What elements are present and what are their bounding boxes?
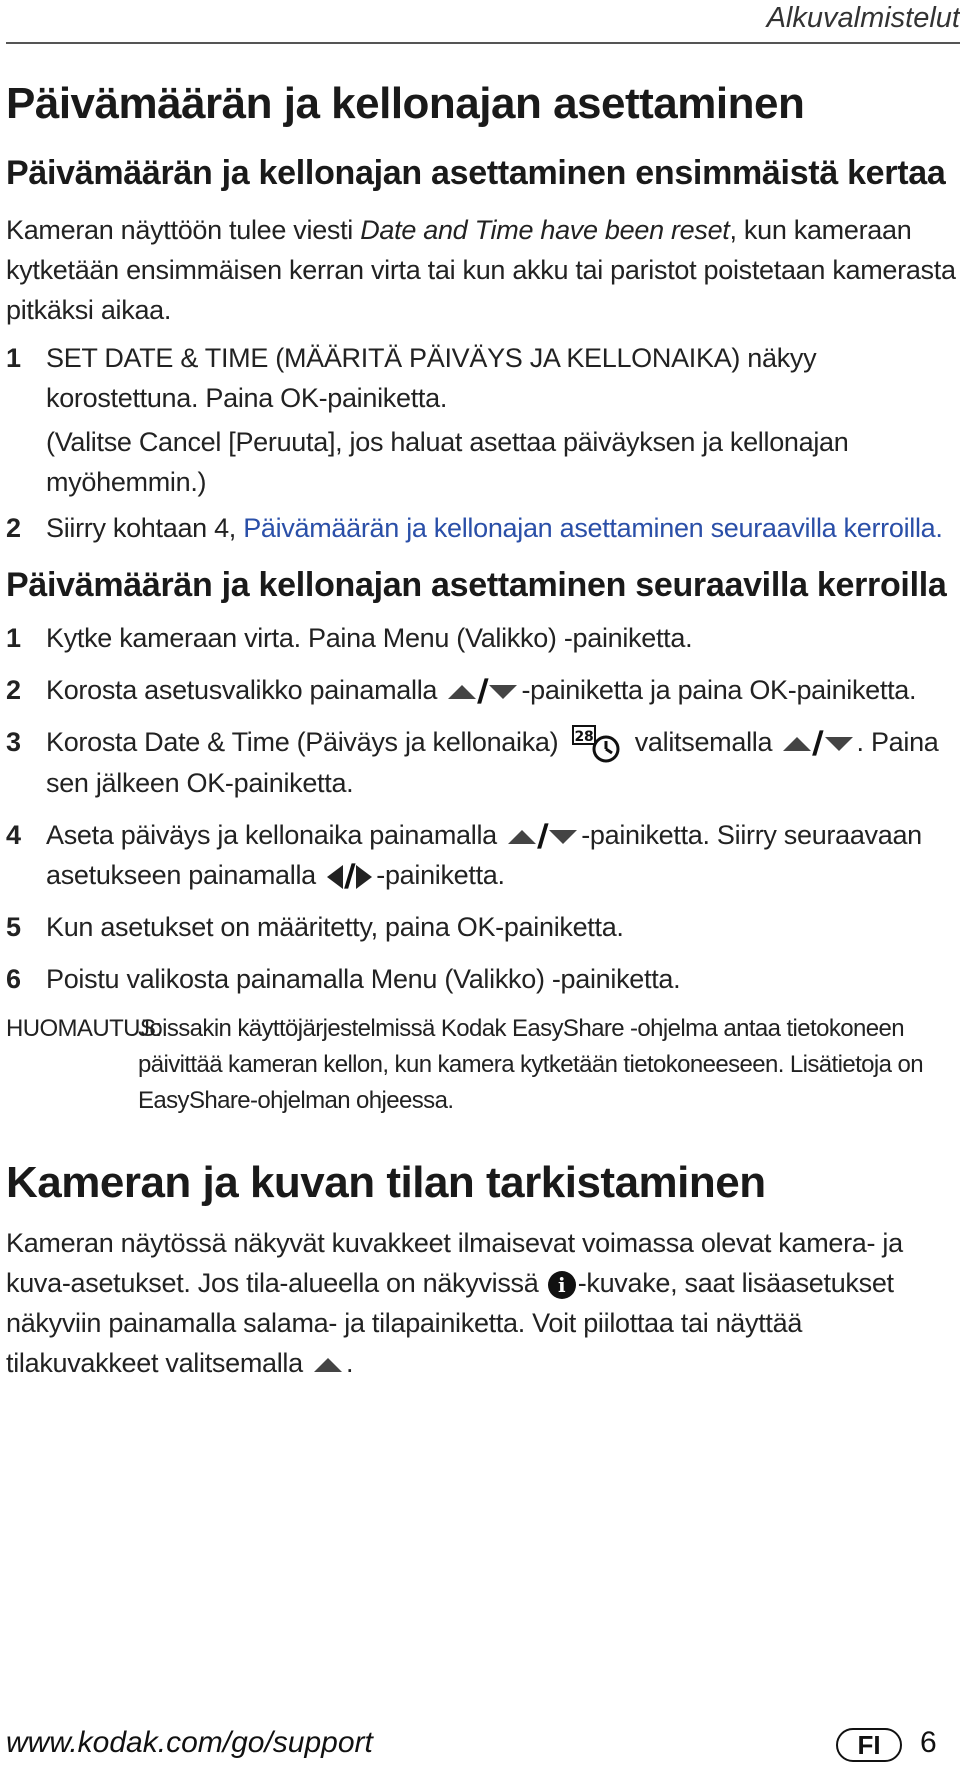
step-number: 2 (6, 675, 21, 705)
up-arrow-icon (314, 1358, 342, 1372)
first-time-step-1 (6, 338, 956, 502)
step-note: (Valitse Cancel [Peruuta], jos haluat asettaa päiväyksen ja kellonajan myöhemmin.) (46, 427, 849, 497)
step-text-middle: valitsemalla (634, 727, 773, 757)
page-content (6, 76, 956, 1383)
note-line-3: EasyShare-ohjelman ohjeessa. (138, 1086, 454, 1114)
page-number: 6 (920, 1726, 937, 1759)
step-number: 2 (6, 513, 21, 543)
section-title-status: Kameran ja kuvan tilan tarkistaminen (6, 1157, 766, 1207)
first-time-steps (6, 338, 956, 548)
status-text-end: . (346, 1347, 354, 1378)
step-text: Kytke kameraan virta. Paina Menu (Valikko) -painiketta. (46, 623, 693, 653)
info-icon: i (548, 1271, 576, 1299)
step-text: Poistu valikosta painamalla Menu (Valikko) -painiketta. (46, 963, 681, 994)
header-rule (6, 42, 960, 44)
subsequent-steps (6, 618, 956, 999)
subsequent-step-6 (6, 959, 956, 999)
date-time-icon (572, 725, 622, 763)
left-right-arrow-icon: / (327, 860, 372, 894)
intro-paragraph (6, 210, 956, 330)
status-text-start: Kameran näytössä näkyvät kuvakkeet ilmaisevat voimassa olevat kamera- ja kuva-asetukset. Jos tila-alueella on näkyvissä (6, 1227, 903, 1298)
step-text-end: -painiketta ja paina OK-painiketta. (521, 675, 917, 705)
step-text-end: . Paina sen jälkeen OK-painiketta. (46, 727, 939, 798)
step-text: Siirry kohtaan 4, (46, 513, 244, 543)
subsequent-step-4 (6, 815, 956, 895)
subsequent-step-3 (6, 722, 956, 803)
cross-reference-link[interactable]: Päivämäärän ja kellonajan asettaminen seuraavilla kerroilla. (243, 513, 943, 543)
note-label: HUOMAUTUS: (6, 1014, 162, 1042)
language-badge: FI (836, 1728, 902, 1762)
section-title-date-time: Päivämäärän ja kellonajan asettaminen (6, 79, 805, 128)
note-text-1: Joissakin käyttöjärjestelmissä Kodak EasyShare -ohjelma antaa tietokoneen (138, 1014, 904, 1042)
step-number: 3 (6, 727, 21, 757)
status-paragraph (6, 1223, 956, 1383)
note-line-1 (6, 1011, 956, 1047)
step-text-middle: -painiketta. Siirry seuraavaan asetukseen painamalla (46, 819, 922, 890)
up-down-arrow-icon: / (783, 727, 852, 761)
step-number: 5 (6, 911, 21, 942)
note-block (6, 1011, 956, 1119)
step-number: 4 (6, 819, 21, 850)
step-text: SET DATE & TIME (MÄÄRITÄ PÄIVÄYS JA KELLONAIKA) näkyy korostettuna. Paina OK-painiketta. (46, 343, 817, 413)
status-text-middle: -kuvake, saat lisäasetukset näkyviin painamalla salama- ja tilapainiketta. Voit piilottaa tai näyttää tilakuvakkeet valitsemalla (6, 1267, 894, 1378)
step-number: 1 (6, 343, 21, 373)
step-text-start: Korosta asetusvalikko painamalla (46, 675, 438, 705)
up-down-arrow-icon: / (508, 820, 577, 854)
first-time-step-2 (6, 508, 956, 548)
intro-message-italic: Date and Time have been reset (360, 215, 730, 245)
running-header: Alkuvalmistelut (766, 2, 960, 34)
intro-text-end: , kun kameraan kytketään ensimmäisen kerran virta tai kun akku tai paristot poistetaan kamerasta pitkäksi aikaa. (6, 215, 956, 325)
step-number: 1 (6, 623, 21, 653)
step-text: Kun asetukset on määritetty, paina OK-painiketta. (46, 911, 624, 942)
up-down-arrow-icon: / (448, 675, 517, 709)
step-number: 6 (6, 963, 21, 994)
footer-support-url[interactable]: www.kodak.com/go/support (6, 1726, 373, 1759)
step-text-end: -painiketta. (376, 859, 505, 890)
intro-text-start: Kameran näyttöön tulee viesti (6, 215, 361, 245)
date-time-icon-number: 28 (574, 728, 593, 745)
step-text-start: Aseta päiväys ja kellonaika painamalla (46, 819, 497, 850)
note-line-2: päivittää kameran kellon, kun kamera kytketään tietokoneeseen. Lisätietoja on (138, 1050, 923, 1078)
heading-subsequent: Päivämäärän ja kellonajan asettaminen seuraavilla kerroilla (6, 566, 947, 604)
subsequent-step-1 (6, 618, 956, 658)
heading-first-time: Päivämäärän ja kellonajan asettaminen ensimmäistä kertaa (6, 154, 946, 192)
step-text-start: Korosta Date & Time (Päiväys ja kellonaika) (46, 727, 559, 757)
subsequent-step-2 (6, 670, 956, 710)
subsequent-step-5 (6, 907, 956, 947)
